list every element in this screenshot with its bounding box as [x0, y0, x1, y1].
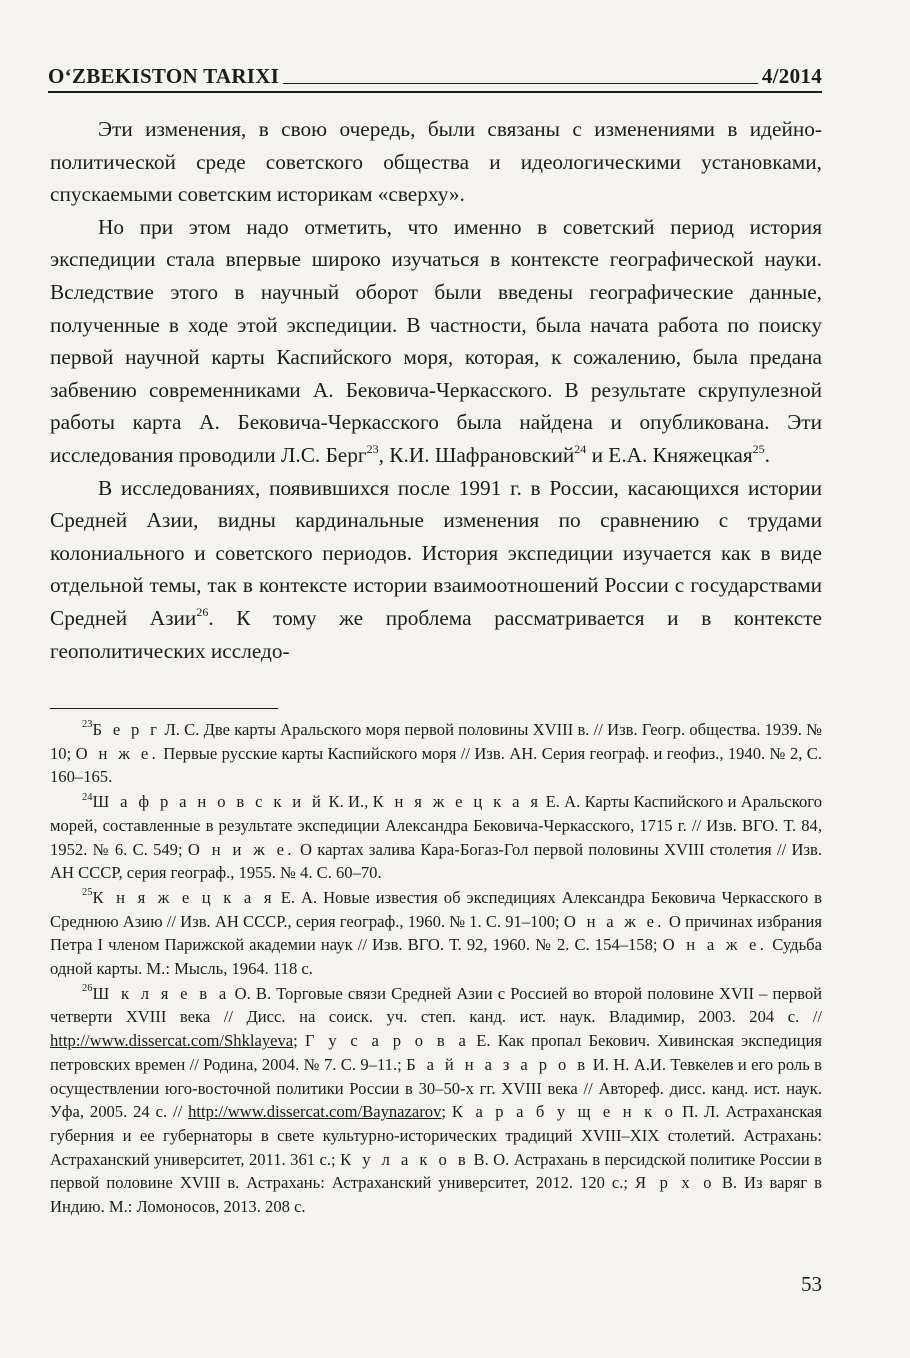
footnote-text: Е. А. Карты Каспийского и Аральского морей, составленные в результате экспедиции Александра Бековича-Черкасского, 1715 г. // Изв. ВГО. Т. 84, 1952. № 6. С. 549;	[50, 792, 822, 859]
footnote-text: О причинах избрания Петра I членом Парижской академии наук // Изв. ВГО. Т. 92, 1960. № 2. С. 154–158;	[50, 911, 822, 955]
footnote-number: 26	[82, 983, 93, 995]
author-name: О н а ж е.	[662, 935, 768, 955]
paragraph-2-text-d: .	[764, 442, 770, 467]
paragraph-2-text-c: и Е.А. Княжецкая	[586, 442, 753, 467]
footnote-text: Первые русские карты Каспийского моря // Изв. АН. Серия географ. и геофиз., 1940. № 2, С. 160–165.	[50, 743, 822, 787]
author-name: Ш а ф р а н о в с к и й	[92, 792, 325, 812]
footnote-number: 23	[82, 719, 93, 731]
header-divider	[48, 91, 822, 93]
issue-number: 4/2014	[761, 64, 822, 88]
paragraph-3-text-b: . К тому же проблема рассматривается и в контексте геополитических исследо-	[50, 605, 822, 663]
footnote-text: ;	[441, 1102, 452, 1122]
footnotes	[50, 718, 822, 1220]
footnote-ref-25[interactable]: 25	[752, 441, 765, 456]
author-name: К а р а б у щ е н к о	[451, 1102, 677, 1122]
author-name: Я р х о	[634, 1173, 715, 1193]
footnote-ref-26[interactable]: 26	[196, 604, 209, 619]
author-name: К н я ж е ц к а я	[92, 887, 275, 907]
footnote-text: Е. Как пропал Бекович. Хивинская экспедиция петровских времен // Родина, 2004. № 7. С. 9–11.;	[50, 1031, 822, 1074]
author-name: Б е р г	[92, 720, 161, 739]
paragraph-2-text-a: Но при этом надо отметить, что именно в советский период история экспедиции стала впервые широко изучаться в контексте географической науки. Вследствие этого в научный оборот были введены географические данные, полученные в ходе этой экспедиции. В частности, была начата работа по поиску первой научной карты Каспийского моря, которая, к сожалению, была предана забвению современниками А. Бековича-Черкасского. В результате скрупулезной работы карта А. Бековича-Черкасского была найдена и опубликована. Эти исследования проводили Л.С. Берг	[50, 214, 822, 467]
author-name: О н и ж е.	[187, 839, 295, 859]
footnote-ref-23[interactable]: 23	[366, 441, 379, 456]
author-name: Ш к л я е в а	[92, 983, 230, 1003]
paragraph-3-text-a: В исследованиях, появившихся после 1991 г. в России, касающихся истории Средней Азии, видны кардинальные изменения по сравнению с трудами колониального и советского периодов. История экспедиции изучается как в виде отдельной темы, так в контексте истории взаимоотношений России с государствами Средней Азии	[50, 475, 822, 630]
footnote-text: ;	[293, 1031, 305, 1051]
author-name: Г у с а р о в а	[304, 1031, 470, 1051]
footnote-24	[50, 790, 822, 885]
dissercat-link-baynazarov[interactable]: http://www.dissercat.com/Baynazarov	[188, 1102, 442, 1122]
author-name: К у л а к о в	[340, 1149, 470, 1169]
footnote-text: И. Н. А.И. Тевкелев и его роль в осуществлении юго-восточной политики России в 30–50-х гг. XVIII века // Автореф. дисс. канд. ист. наук. Уфа, 2005. 24 с. //	[50, 1054, 822, 1122]
paragraph-2	[50, 211, 822, 472]
footnote-text: Л. С. Две карты Аральского моря первой половины XVIII в. // Изв. Геогр. общества. 1939. № 10;	[50, 720, 822, 763]
footnote-text: П. Л. Астраханская губерния и ее губернаторы в свете культурно-исторических традиций XVIII–XIX столетий. Астрахань: Астраханский университет, 2011. 361 с.;	[50, 1102, 822, 1169]
journal-title: O‘ZBEKISTON TARIXI	[48, 64, 280, 88]
footnote-text: Судьба одной карты. М.: Мысль, 1964. 118 с.	[50, 935, 822, 979]
footnote-number: 25	[82, 887, 93, 899]
dissercat-link-shklayeva[interactable]: http://www.dissercat.com/Shklayeva	[50, 1031, 294, 1051]
footnote-ref-24[interactable]: 24	[574, 441, 587, 456]
footnote-text: В. Из варяг в Индию. М.: Ломоносов, 2013. 208 с.	[50, 1173, 822, 1217]
footnote-text: О. В. Торговые связи Средней Азии с Россией во второй половине XVII – первой четверти XVIII века // Дисс. на соиск. уч. степ. канд. ист. наук. Владимир, 2003. 204 с. //	[50, 983, 822, 1027]
footnote-23	[50, 718, 822, 789]
footnote-text: В. О. Астрахань в персидской политике России в первой половине XVIII в. Астрахань: Астраханский университет, 2012. 120 с.;	[50, 1149, 823, 1193]
author-name: К н я ж е ц к а я	[372, 792, 542, 812]
footnote-26	[50, 982, 822, 1219]
author-name: О н ж е.	[75, 743, 159, 763]
header-rule	[283, 83, 758, 84]
footnote-separator	[50, 708, 278, 709]
page-number: 53	[801, 1272, 822, 1296]
author-name: Б а й н а з а р о в	[406, 1054, 589, 1074]
footnote-text: О картах залива Кара-Богаз-Гол первой половины XVIII столетия // Изв. АН СССР, серия географ., 1955. № 4. С. 60–70.	[50, 839, 822, 883]
paragraph-3	[50, 472, 822, 668]
footnote-text: К. И.,	[324, 792, 373, 812]
footnote-number: 24	[82, 791, 93, 803]
paragraph-1: Эти изменения, в свою очередь, были связаны с изменениями в идейно-политической среде советского общества и идеологическими установками, спускаемыми советским историкам «сверху».	[50, 117, 822, 207]
running-header	[48, 58, 822, 88]
footnote-25	[50, 886, 822, 981]
paragraph-2-text-b: , К.И. Шафрановский	[378, 442, 575, 467]
author-name: О н а ж е.	[563, 911, 665, 931]
main-text	[50, 113, 822, 667]
footnote-text: Е. А. Новые известия об экспедициях Александра Бековича Черкасского в Среднюю Азию // Изв. АН СССР., серия географ., 1960. № 1. С. 91–100;	[50, 887, 822, 931]
